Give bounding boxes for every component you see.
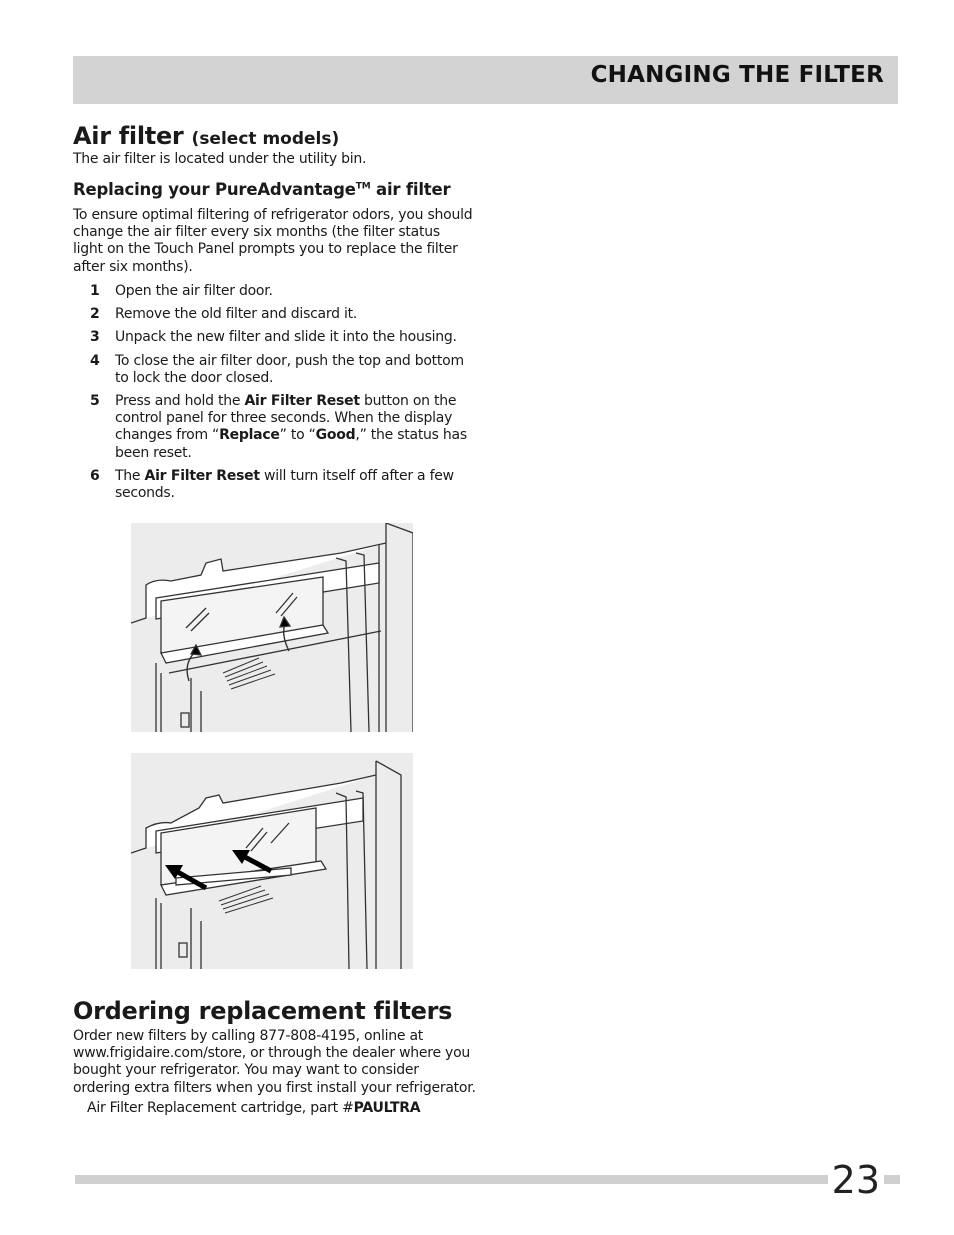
page-section-title: CHANGING THE FILTER [590, 62, 884, 88]
part-number-value: PAULTRA [353, 1100, 421, 1116]
step-item: 3 Unpack the new filter and slide it into the housing. [90, 329, 457, 346]
replacing-subheading [73, 180, 473, 199]
step-item: 2 Remove the old filter and discard it. [90, 306, 358, 323]
footer-bar [75, 1175, 900, 1184]
replacing-paragraph: To ensure optimal filtering of refrigerator odors, you should change the air filter every six months (the filter status light on the Touch Panel prompts you to replace the filter after six months). [73, 207, 473, 275]
filter-insert-illustration [131, 753, 413, 969]
filter-insert-drawing [131, 753, 413, 969]
part-number-label: Air Filter Replacement cartridge, part # [87, 1100, 354, 1116]
air-filter-title: Air filter [73, 122, 184, 150]
filter-door-open-illustration [131, 523, 413, 732]
trademark-mark: TM [355, 181, 371, 192]
ordering-paragraph: Order new filters by calling 877-808-4195, online at www.frigidaire.com/store, or through the dealer where you bought your refrigerator. You may want to consider ordering extra filters when you first install your refrigerator. [73, 1028, 476, 1096]
header-bar [73, 56, 898, 104]
subheading-prefix: Replacing your PureAdvantage [73, 180, 356, 199]
part-number-line [87, 1100, 477, 1117]
step-item: 4 To close the air filter door, push the top and bottom to lock the door closed. [90, 352, 464, 386]
ordering-heading: Ordering replacement filters [73, 997, 453, 1025]
step-item: 6 The Air Filter Reset will turn itself off after a few seconds. [90, 467, 454, 502]
steps-list [90, 283, 475, 508]
air-filter-heading [73, 122, 473, 153]
subheading-suffix: air filter [370, 180, 451, 199]
step-item: 5 Press and hold the Air Filter Reset button on the control panel for three seconds. When the display changes from “Replace” to “Good,” the status has been reset. [90, 393, 467, 461]
air-filter-intro: The air filter is located under the utility bin. [73, 151, 367, 167]
air-filter-title-suffix: (select models) [191, 129, 340, 149]
page-number: 23 [828, 1158, 884, 1202]
filter-door-open-drawing [131, 523, 413, 732]
step-item: 1 Open the air filter door. [90, 283, 273, 299]
